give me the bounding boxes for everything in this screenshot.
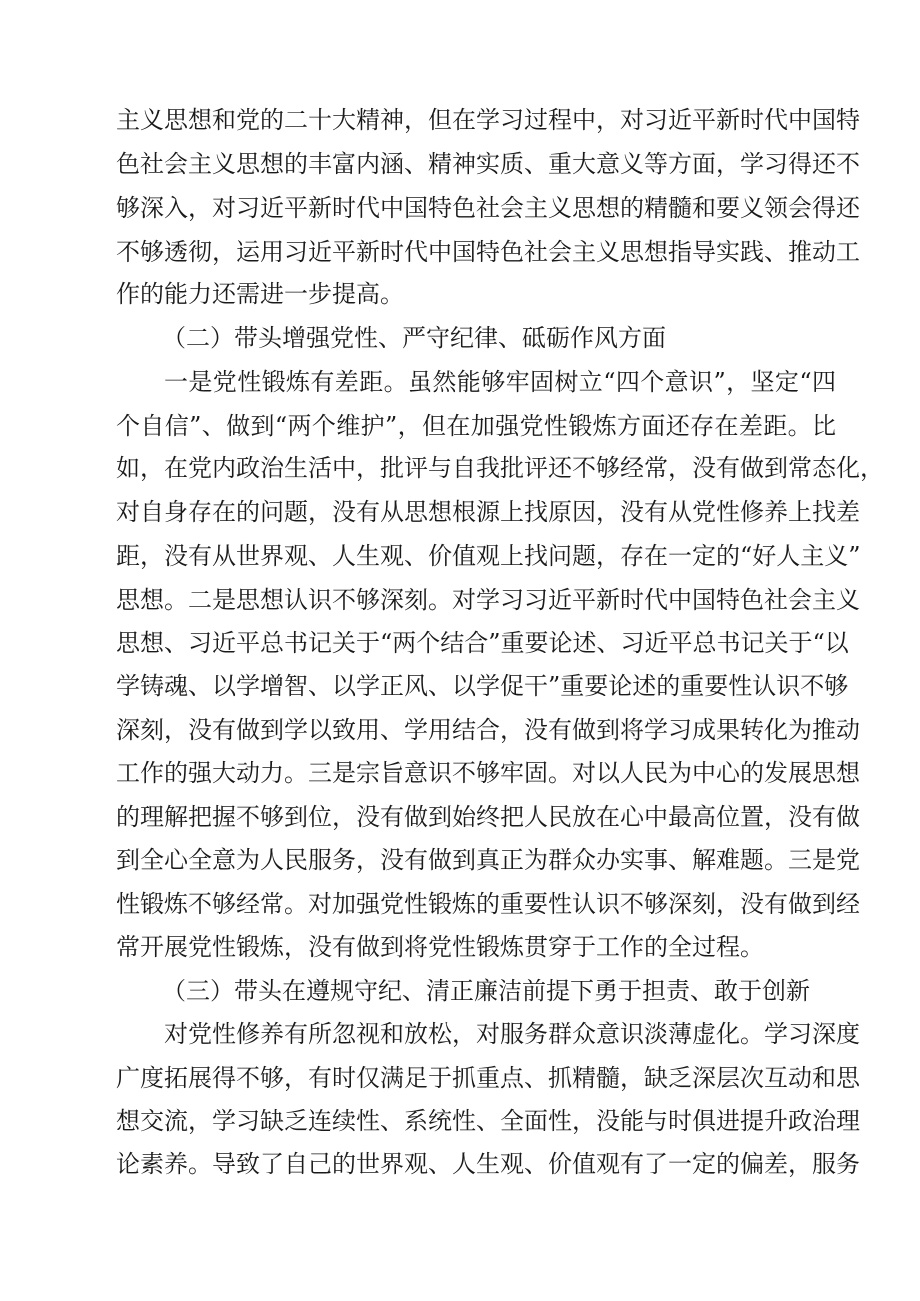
text-line: 思想。二是思想认识不够深刻。对学习习近平新时代中国特色社会主义 [116,586,860,614]
text-line: 主义思想和党的二十大精神，但在学习过程中，对习近平新时代中国特 [116,106,860,134]
text-line: 常开展党性锻炼，没有做到将党性锻炼贯穿于工作的全过程。 [116,933,764,961]
text-line: 想交流，学习缺乏连续性、系统性、全面性，没能与时俱进提升政治理 [116,1107,860,1135]
text-line: 广度拓展得不够，有时仅满足于抓重点、抓精髓，缺乏深层次互动和思 [116,1064,860,1092]
text-line: 一是党性锻炼有差距。虽然能够牢固树立“四个意识”，坚定“四 [164,368,836,396]
text-line: 思想、习近平总书记关于“两个结合”重要论述、习近平总书记关于“以 [116,629,849,657]
text-line: 深刻，没有做到学以致用、学用结合，没有做到将学习成果转化为推动 [116,716,860,744]
text-line: 个自信”、做到“两个维护”，但在加强党性锻炼方面还存在差距。比 [116,412,836,440]
text-line: 论素养。导致了自己的世界观、人生观、价值观有了一定的偏差，服务 [116,1150,860,1178]
text-line: 不够透彻，运用习近平新时代中国特色社会主义思想指导实践、推动工 [116,238,860,266]
text-line: 学铸魂、以学增智、以学正风、以学促干”重要论述的重要性认识不够 [116,672,849,700]
text-line: 距，没有从世界观、人生观、价值观上找问题，存在一定的“好人主义” [116,542,861,570]
text-line: 工作的强大动力。三是宗旨意识不够牢固。对以人民为中心的发展思想 [116,759,860,787]
text-line: 够深入，对习近平新时代中国特色社会主义思想的精髓和要义领会得还 [116,194,860,222]
text-line: 作的能力还需进一步提高。 [116,280,404,308]
text-line: 对自身存在的问题，没有从思想根源上找原因，没有从党性修养上找差 [116,498,860,526]
section-heading-2: （二）带头增强党性、严守纪律、砥砺作风方面 [162,324,666,352]
text-line: 对党性修养有所忽视和放松，对服务群众意识淡薄虚化。学习深度 [164,1020,860,1048]
section-heading-3: （三）带头在遵规守纪、清正廉洁前提下勇于担责、敢于创新 [162,977,810,1005]
text-line: 如，在党内政治生活中，批评与自我批评还不够经常，没有做到常态化， [116,454,884,482]
text-line: 性锻炼不够经常。对加强党性锻炼的重要性认识不够深刻，没有做到经 [116,890,860,918]
text-line: 色社会主义思想的丰富内涵、精神实质、重大意义等方面，学习得还不 [116,150,860,178]
text-line: 到全心全意为人民服务，没有做到真正为群众办实事、解难题。三是党 [116,846,860,874]
text-line: 的理解把握不够到位，没有做到始终把人民放在心中最高位置，没有做 [116,803,860,831]
